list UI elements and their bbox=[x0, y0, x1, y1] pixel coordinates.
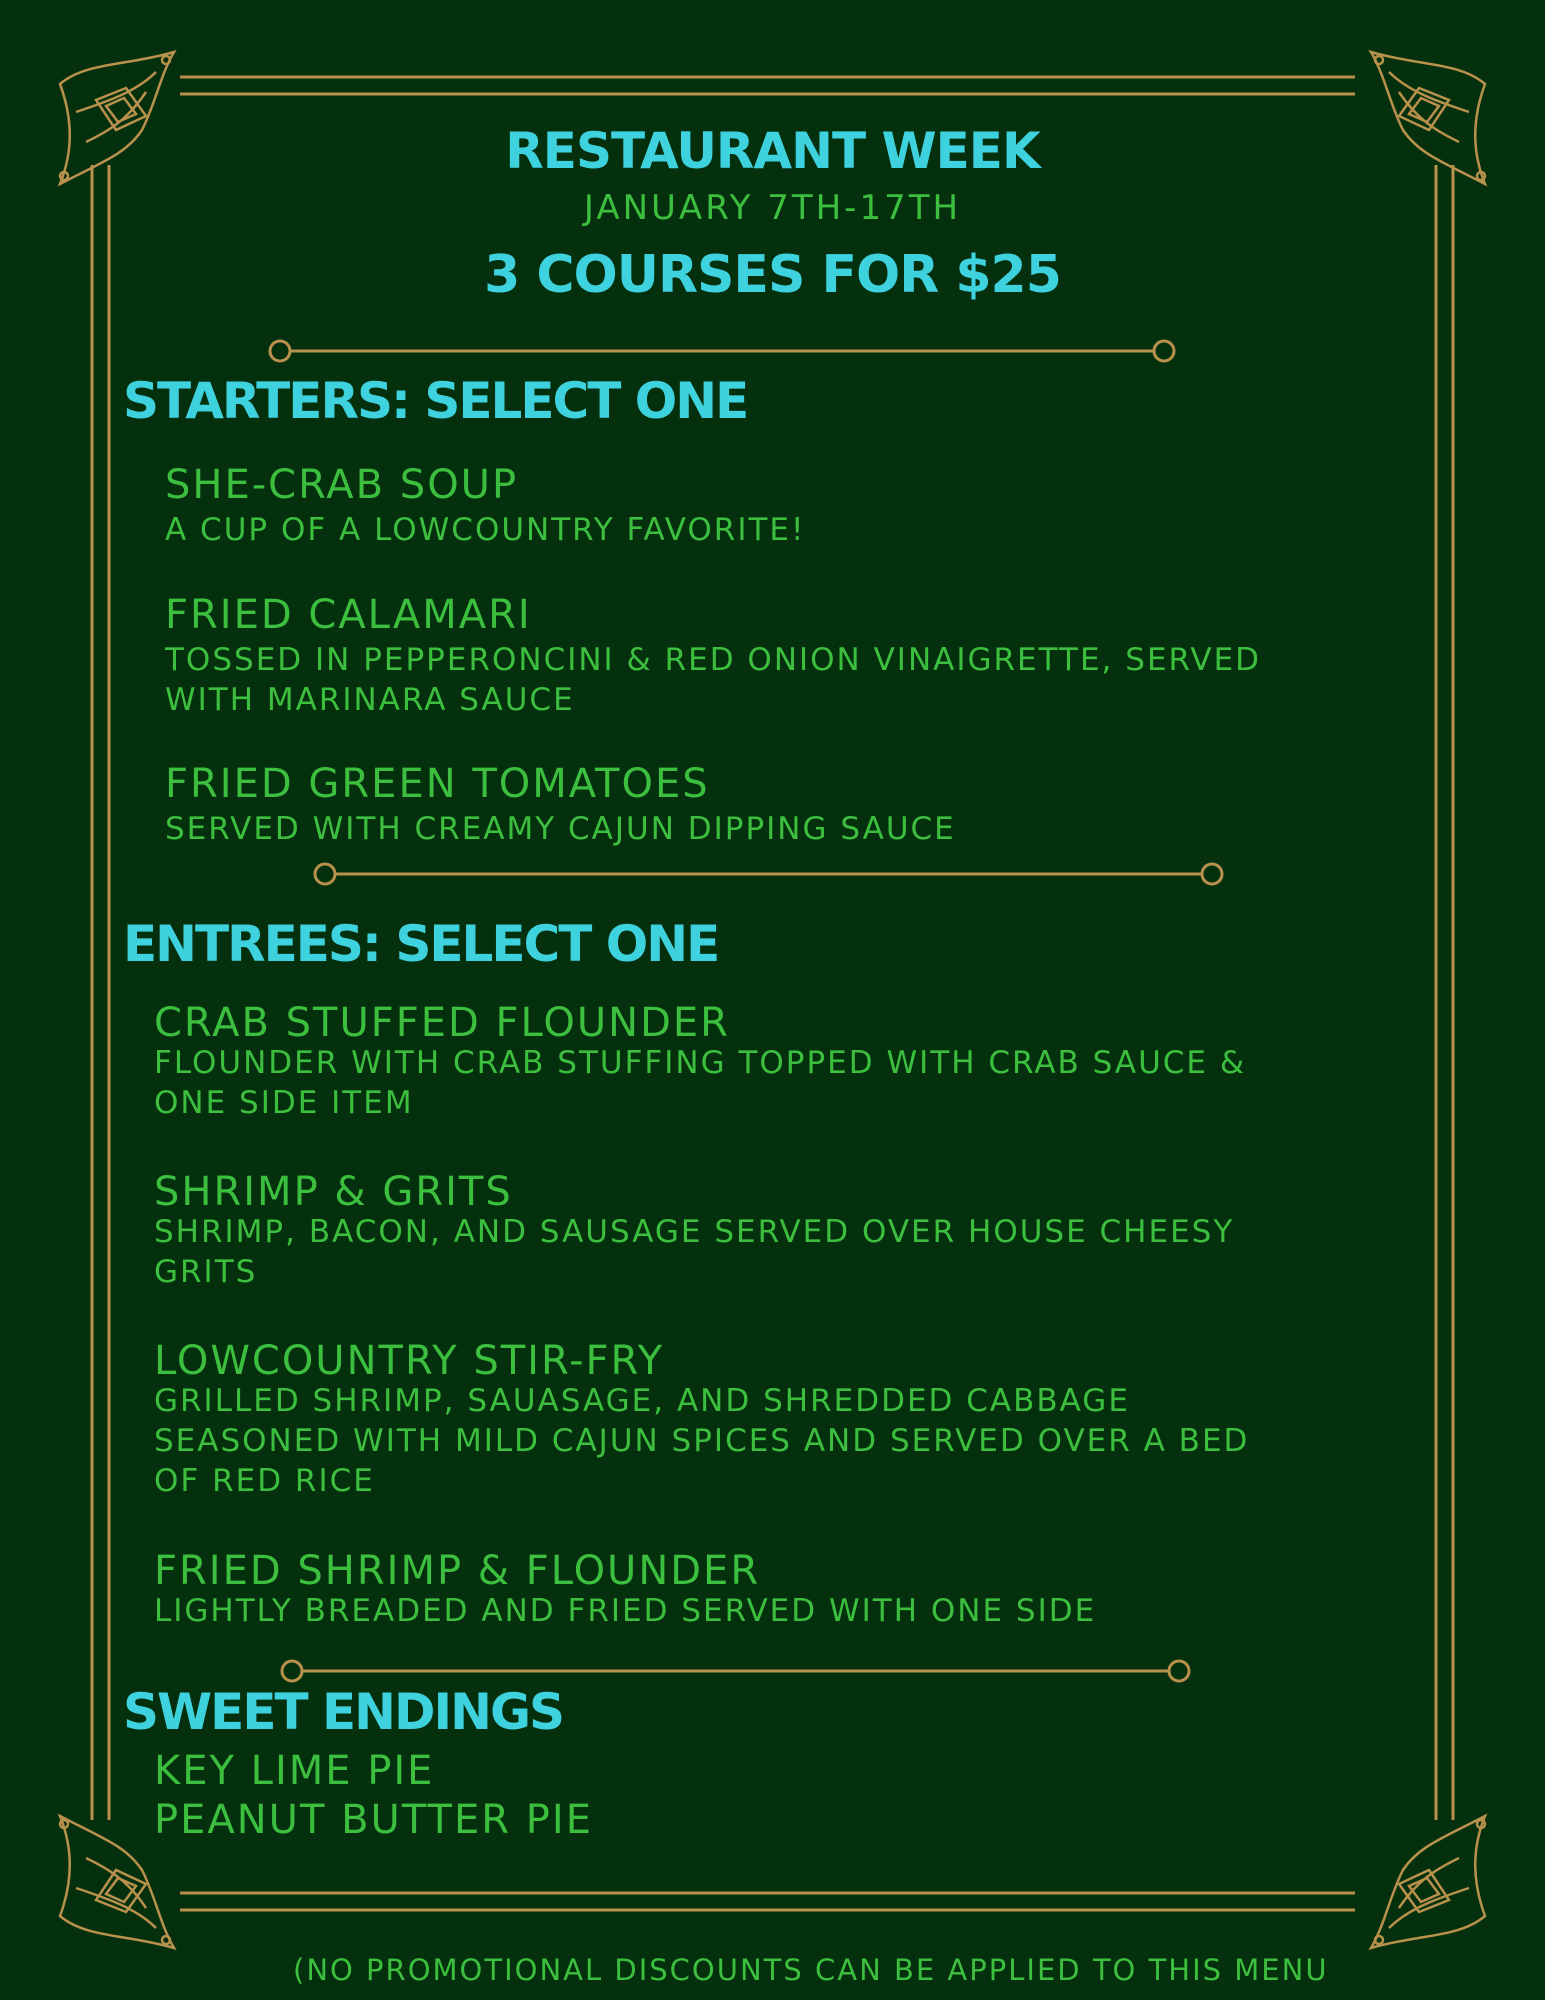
entree-item-desc: LIGHTLY BREADED AND FRIED SERVED WITH ONE SIDE bbox=[154, 1593, 1097, 1629]
starter-item-name: FRIED CALAMARI bbox=[165, 592, 532, 638]
divider-ornament-icon bbox=[315, 864, 1222, 884]
entree-item-name: SHRIMP & GRITS bbox=[154, 1169, 513, 1215]
entree-item-desc: GRILLED SHRIMP, SAUASAGE, AND SHREDDED CABBAGE SEASONED WITH MILD CAJUN SPICES AND SERVED OVER A BED OF RED RICE bbox=[154, 1383, 1250, 1499]
entree-item-desc: FLOUNDER WITH CRAB STUFFING TOPPED WITH CRAB SAUCE & ONE SIDE ITEM bbox=[154, 1045, 1247, 1121]
starter-item-name: FRIED GREEN TOMATOES bbox=[165, 761, 710, 807]
entree-item-name: FRIED SHRIMP & FLOUNDER bbox=[154, 1548, 761, 1594]
dessert-item-name: PEANUT BUTTER PIE bbox=[154, 1797, 593, 1843]
entree-item-name: CRAB STUFFED FLOUNDER bbox=[154, 1000, 730, 1046]
divider-ornament-icon bbox=[270, 341, 1174, 361]
price-deal: 3 COURSES FOR $25 bbox=[484, 245, 1061, 305]
dessert-item-name: KEY LIME PIE bbox=[154, 1748, 435, 1794]
desserts-heading: SWEET ENDINGS bbox=[123, 1683, 563, 1741]
starters-heading: STARTERS: SELECT ONE bbox=[123, 372, 748, 430]
starter-item-desc: A CUP OF A LOWCOUNTRY FAVORITE! bbox=[165, 512, 806, 548]
entree-item-desc: SHRIMP, BACON, AND SAUSAGE SERVED OVER HOUSE CHEESY GRITS bbox=[154, 1214, 1235, 1290]
starter-item-desc: SERVED WITH CREAMY CAJUN DIPPING SAUCE bbox=[165, 811, 956, 847]
event-dates: JANUARY 7TH-17TH bbox=[583, 188, 962, 228]
starter-item-name: SHE-CRAB SOUP bbox=[165, 462, 519, 508]
entree-item-name: LOWCOUNTRY STIR-FRY bbox=[154, 1338, 665, 1384]
entrees-heading: ENTREES: SELECT ONE bbox=[123, 915, 719, 973]
corner-ornament-icon bbox=[1371, 1816, 1485, 1948]
starter-item-desc: TOSSED IN PEPPERONCINI & RED ONION VINAIGRETTE, SERVED WITH MARINARA SAUCE bbox=[165, 642, 1262, 718]
page-title: RESTAURANT WEEK bbox=[505, 122, 1040, 180]
footer-disclaimer: (NO PROMOTIONAL DISCOUNTS CAN BE APPLIED TO THIS MENU bbox=[293, 1953, 1329, 1987]
divider-ornament-icon bbox=[282, 1661, 1189, 1681]
